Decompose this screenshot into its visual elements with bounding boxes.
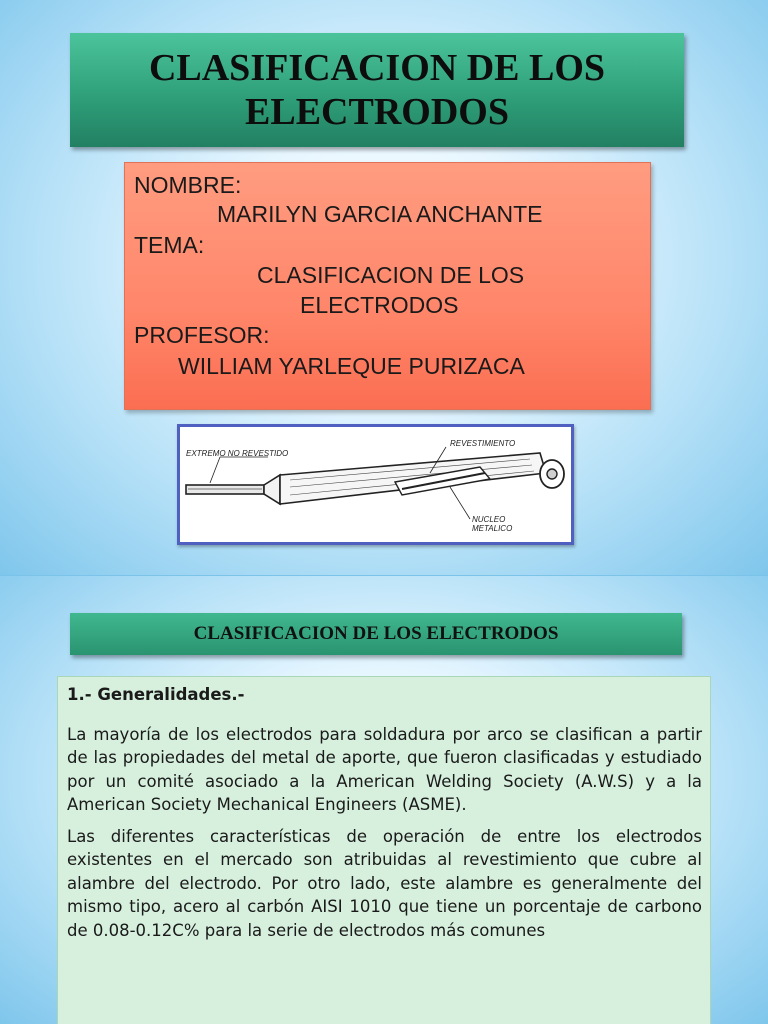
- diagram-label-bare-end: EXTREMO NO REVESTIDO: [186, 449, 289, 458]
- diagram-label-core-1: NUCLEO: [472, 515, 506, 524]
- section-banner: [70, 613, 682, 655]
- slide-title: CLASIFICACION DE LOS ELECTRODOS: [148, 47, 606, 133]
- tema-label: TEMA:: [134, 232, 205, 258]
- section-heading: 1.- Generalidades.-: [67, 685, 245, 704]
- paragraph-1: La mayoría de los electrodos para soldadura por arco se clasifican a partir de las propiedades del metal de aporte, que fueron clasificadas y estudiado por un comité asociado a la American Welding Society (A.W.S) y a la American Society Mechanical Engineers (ASME).: [67, 724, 702, 814]
- paragraph-2: Las diferentes características de operación de entre los electrodos existentes en el mercado son atribuidas al revestimiento que cubre al alambre del electrodo. Por otro lado, este alambre es generalmente del mismo tipo, acero al carbón AISI 1010 que tiene un porcentaje de carbono de 0.08-0.12C% para la serie de electrodos más comunes: [67, 826, 702, 940]
- title-banner: [70, 33, 684, 147]
- nombre-label: NOMBRE:: [134, 172, 242, 198]
- diagram-label-coating: REVESTIMIENTO: [450, 439, 516, 448]
- electrode-diagram: [177, 424, 574, 545]
- diagram-label-core-2: METALICO: [472, 524, 513, 533]
- content-box: [57, 676, 711, 1024]
- info-box: [124, 162, 651, 410]
- slide-2: [0, 576, 768, 1024]
- tema-value-line2: ELECTRODOS: [300, 292, 459, 318]
- nombre-value: MARILYN GARCIA ANCHANTE: [217, 201, 543, 227]
- section-title: CLASIFICACION DE LOS ELECTRODOS: [193, 623, 559, 644]
- tema-value-line1: CLASIFICACION DE LOS: [257, 262, 525, 288]
- profesor-value: WILLIAM YARLEQUE PURIZACA: [178, 353, 525, 379]
- profesor-label: PROFESOR:: [134, 322, 270, 348]
